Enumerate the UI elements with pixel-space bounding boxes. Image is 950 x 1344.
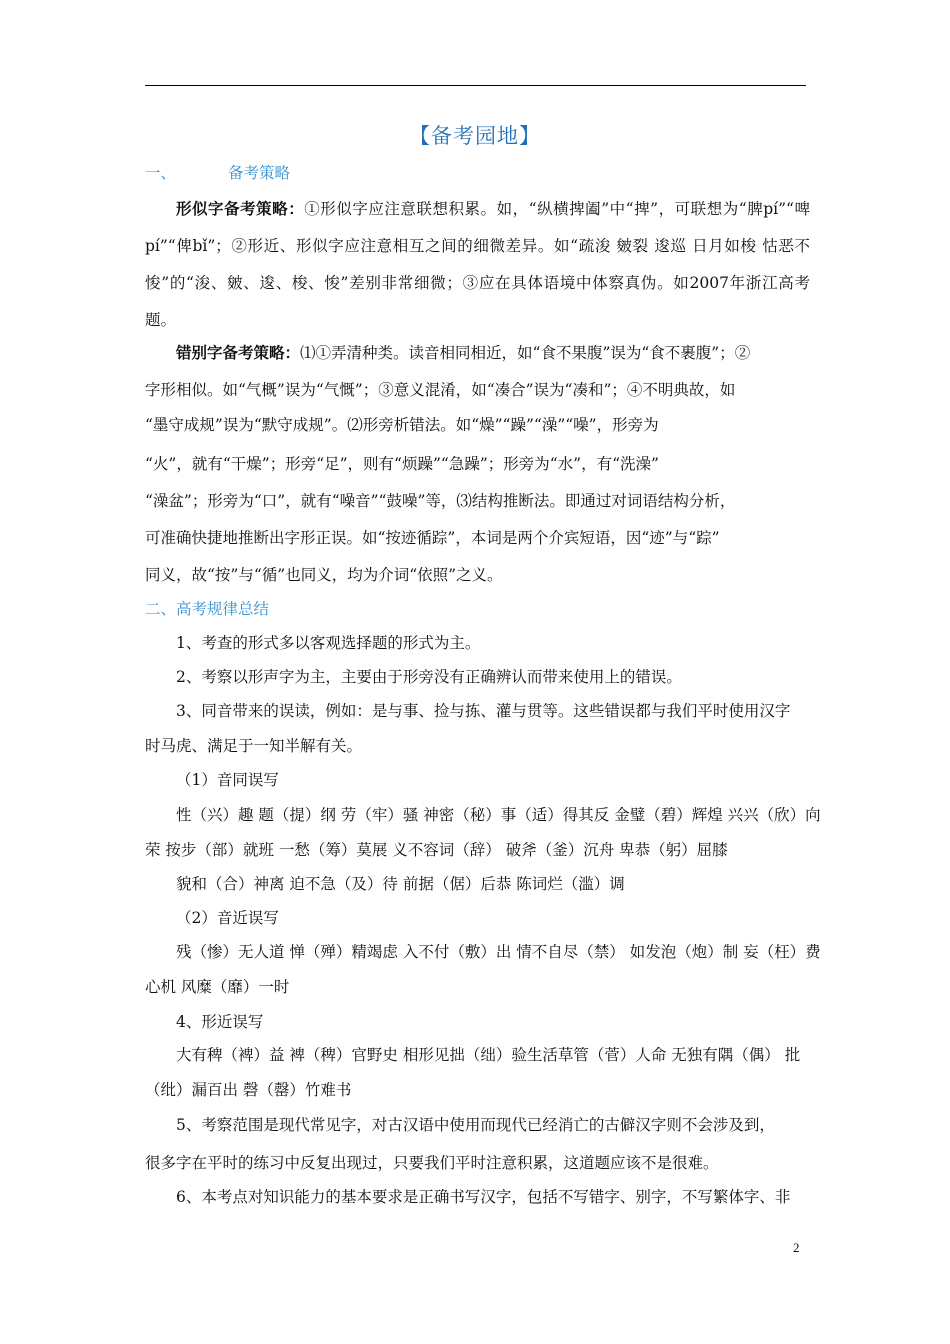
rule-1: 1、考查的形式多以客观选择题的形式为主。: [176, 634, 481, 652]
section-number: 一、: [145, 164, 177, 182]
cuobie-line-2: 字形相似。如“气概”误为“气慨”；③意义混淆，如“凑合”误为“凑和”；④不明典故，如: [145, 381, 736, 399]
rule-5-line-2: 很多字在平时的练习中反复出现过，只要我们平时注意积累，这道题应该不是很难。: [145, 1154, 719, 1172]
rule-5-line-1: 5、考察范围是现代常见字，对古汉语中使用而现代已经消亡的古僻汉字则不会涉及到，: [176, 1116, 775, 1134]
same-sound-line-1: 性（兴）趣 题（提）纲 劳（牢）骚 神密（秘）事（适）得其反 金璧（碧）辉煌 兴兴（欣）向: [176, 806, 821, 824]
similar-shape-line-2: （纰）漏百出 磬（罄）竹难书: [145, 1081, 352, 1099]
rule-2: 2、考察以形声字为主，主要由于形旁没有正确辨认而带来使用上的错误。: [176, 668, 682, 686]
section-heading-strategy: [145, 163, 290, 183]
similar-sound-line-2: 心机 风糜（靡）一时: [145, 978, 290, 996]
paragraph-text: ①形似字应注意联想积累。如，“纵横捭阖”中“捭”，可联想为“脾pí”“啤pí”“俾bǐ”；②形近、形似字应注意相互之间的细微差异。如“疏浚 皴裂 逡巡 日月如梭 怙恶不悛”的“浚、皴、逡、梭、悛”差别非常细微；③应在具体语境中体察真伪。如2007年浙江高考题。: [145, 200, 810, 329]
similar-shape-line-1: 大有稗（裨）益 裨（稗）官野史 相形见拙（绌）验生活草管（菅）人命 无独有隅（偶） 批: [176, 1046, 801, 1064]
rule-4: 4、形近误写: [176, 1013, 264, 1031]
rule-6: 6、本考点对知识能力的基本要求是正确书写汉字，包括不写错字、别字，不写繁体字、非: [176, 1188, 791, 1206]
paragraph-lead: 错别字备考策略：: [176, 343, 301, 362]
cuobie-line-1: 错别字备考策略：⑴①弄清种类。读音相同相近，如“食不果腹”误为“食不裹腹”；②: [176, 343, 751, 362]
section-label: 备考策略: [228, 164, 291, 182]
subheading-same-sound: （1）音同误写: [176, 771, 279, 789]
page-title: 【备考园地】: [409, 124, 541, 148]
subheading-similar-sound: （2）音近误写: [176, 909, 279, 927]
header-rule: [145, 85, 806, 86]
cuobie-line-3: “墨守成规”误为“默守成规”。⑵形旁析错法。如“燥”“躁”“澡”“噪”，形旁为: [145, 416, 659, 434]
paragraph-xingsi-strategy: [145, 190, 810, 339]
same-sound-line-2: 荣 按步（部）就班 一愁（筹）莫展 义不容词（辞） 破斧（釜）沉舟 卑恭（躬）屈膝: [145, 841, 728, 859]
similar-sound-line-1: 残（惨）无人道 惮（殚）精竭虑 入不付（敷）出 情不自尽（禁） 如发泡（炮）制 妄（枉）费: [176, 943, 821, 961]
cuobie-line-4: “火”，就有“干燥”；形旁“足”，则有“烦躁”“急躁”；形旁为“水”，有“洗澡”: [145, 455, 659, 473]
rule-3-line-2: 时马虎、满足于一知半解有关。: [145, 737, 363, 755]
cuobie-line-5: “澡盆”；形旁为“口”，就有“噪音”“鼓噪”等，⑶结构推断法。即通过对词语结构分析，: [145, 492, 736, 510]
section-heading-rules: 二、高考规律总结: [145, 600, 270, 618]
rule-3-line-1: 3、同音带来的误读，例如：是与事、捡与拣、灌与贯等。这些错误都与我们平时使用汉字: [176, 702, 791, 720]
same-sound-line-3: 貌和（合）神离 迫不急（及）待 前据（倨）后恭 陈词烂（滥）调: [176, 875, 625, 893]
cuobie-line-7: 同义，故“按”与“循”也同义，均为介词“依照”之义。: [145, 566, 503, 584]
cuobie-line-6: 可准确快捷地推断出字形正误。如“按迹循踪”，本词是两个介宾短语，因“迹”与“踪”: [145, 529, 720, 547]
page-number: 2: [793, 1240, 800, 1255]
paragraph-lead: 形似字备考策略：: [176, 199, 305, 218]
